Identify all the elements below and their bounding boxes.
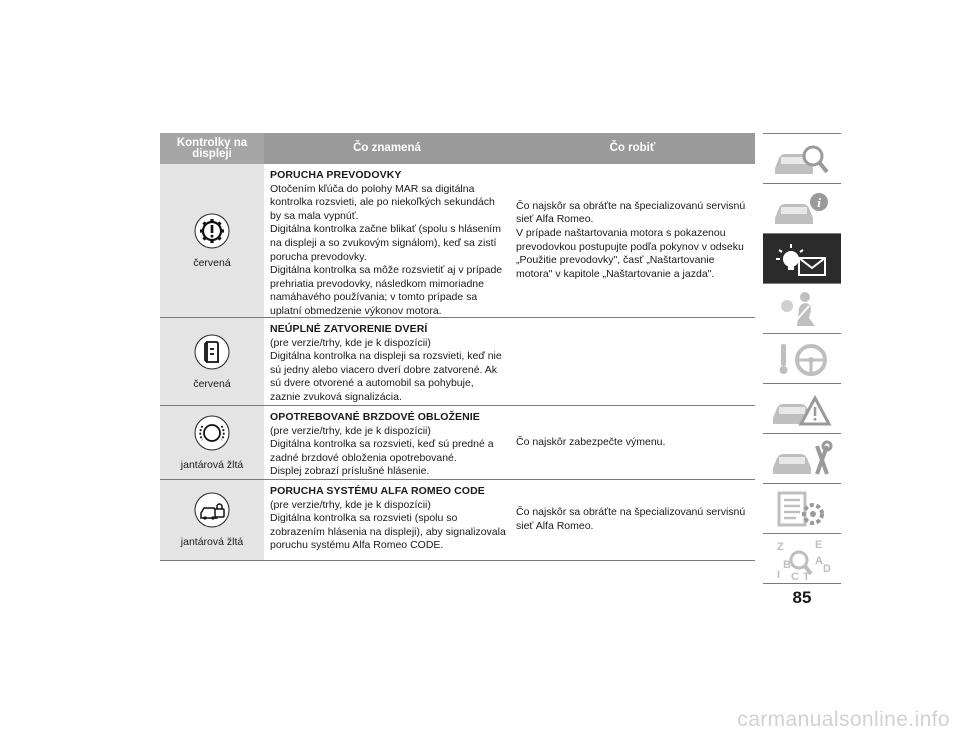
tab-airbags[interactable] [763, 284, 841, 334]
table-row [160, 318, 755, 406]
tab-emergency[interactable] [763, 384, 841, 434]
fault-title: PORUCHA SYSTÉMU ALFA ROMEO CODE [270, 485, 485, 497]
light-color-label: jantárová žltá [180, 536, 244, 548]
tab-servicing[interactable] [763, 434, 841, 484]
svg-text:Z: Z [777, 541, 784, 553]
svg-text:i: i [817, 195, 821, 210]
warning-light-message-icon [769, 238, 835, 280]
table-row [160, 406, 755, 480]
action-cell: Čo najskôr zabezpečte výmenu. [516, 435, 666, 448]
tab-technical-data[interactable] [763, 484, 841, 534]
warning-light-cell [160, 164, 264, 317]
fault-title: OPOTREBOVANÉ BRZDOVÉ OBLOŽENIE [270, 411, 480, 423]
svg-text:T: T [803, 571, 810, 580]
fault-description: (pre verzie/trhy, kde je k dispozícii) Digitálna kontrolka na displeji sa rozsvieti, keď nie sú jedny alebo viacero dverí dobre zatvorené. Ak sú dvere otvorené a automobil sa pohybuje, zaznie zvuková signalizácia. [270, 336, 502, 403]
meaning-cell [264, 480, 510, 560]
specs-list-icon [769, 488, 835, 530]
fault-title: NEÚPLNÉ ZATVORENIE DVERÍ [270, 323, 428, 335]
steering-key-icon [769, 338, 835, 380]
meaning-cell [264, 318, 510, 405]
meaning-cell [264, 164, 510, 317]
table-row [160, 164, 755, 318]
brake-pads-icon [194, 415, 230, 451]
action-cell [510, 318, 755, 405]
fault-title: PORUCHA PREVODOVKY [270, 169, 402, 181]
car-tools-icon [769, 438, 835, 480]
fault-description: (pre verzie/trhy, kde je k dispozícii) Digitálna kontrolka sa rozsvieti (spolu so zobrazením hlásenia na displeji), aby signalizovala poruchu systému Alfa Romeo CODE. [270, 498, 506, 552]
header-warning-lights: Kontrolky na displeji [160, 133, 264, 164]
svg-text:I: I [777, 569, 781, 580]
door-open-icon [194, 334, 230, 370]
table-header [160, 133, 755, 164]
car-search-icon [769, 138, 835, 180]
tab-safety[interactable] [763, 184, 841, 234]
engine-gear-warning-icon [194, 213, 230, 249]
car-info-icon [769, 188, 835, 230]
light-color-label: červená [193, 377, 231, 390]
table-row [160, 480, 755, 561]
chapter-tabs [763, 133, 841, 584]
page-number: 85 [792, 588, 812, 607]
meaning-cell [264, 406, 510, 479]
tab-starting-driving[interactable] [763, 334, 841, 384]
svg-text:A: A [815, 555, 823, 567]
fault-description: Otočením kľúča do polohy MAR sa digitálna kontrolka rozsvieti, ale po niekoľkých sekundách by sa mala vypnúť. Digitálna kontrolka začne blikať (spolu s hlásením na displeji a so zvukovým signálom), keď sa zistí porucha prevodovky. Digitálna kontrolka sa môže rozsvietiť aj v prípade prehriatia prevodovky, následkom mimoriadne namáhavého používania; v tomto prípade sa uplatní obmedzenie výkonov motora. [270, 182, 503, 317]
header-action: Čo robiť [609, 142, 656, 154]
tab-warning-lights[interactable] [763, 234, 841, 284]
watermark: carmanualsonline.info [737, 708, 950, 731]
action-cell: Čo najskôr sa obráťte na špecializovanú servisnú sieť Alfa Romeo. [516, 506, 746, 532]
fault-description: (pre verzie/trhy, kde je k dispozícii) Digitálna kontrolka sa rozsvieti, keď sú predné a zadné brzdové obloženia opotrebované. Displej zobrazí príslušné hlásenie. [270, 424, 494, 478]
header-meaning: Čo znamená [353, 142, 421, 154]
alfa-code-lock-icon [194, 492, 230, 528]
svg-text:E: E [815, 539, 823, 551]
tab-index[interactable] [763, 534, 841, 584]
svg-text:C: C [791, 571, 799, 580]
warning-light-cell [160, 406, 264, 479]
alphabet-index-icon [769, 538, 835, 580]
warning-light-cell [160, 318, 264, 405]
warning-lights-table [160, 133, 755, 561]
action-cell: Čo najskôr sa obráťte na špecializovanú servisnú sieť Alfa Romeo. V prípade naštartovania motora s pokazenou prevodovkou postupujte podľa pokynov v odseku „Použitie prevodovky", časť „Naštartovanie motora" v kapitole „Naštartovanie a jazda". [516, 199, 746, 280]
warning-light-cell [160, 480, 264, 560]
svg-text:D: D [823, 563, 831, 575]
car-hazard-icon [769, 388, 835, 430]
svg-text:B: B [783, 559, 791, 571]
light-color-label: červená [193, 256, 231, 269]
airbag-passenger-icon [769, 288, 835, 330]
light-color-label: jantárová žltá [180, 458, 244, 471]
tab-knowing-the-car[interactable] [763, 133, 841, 184]
